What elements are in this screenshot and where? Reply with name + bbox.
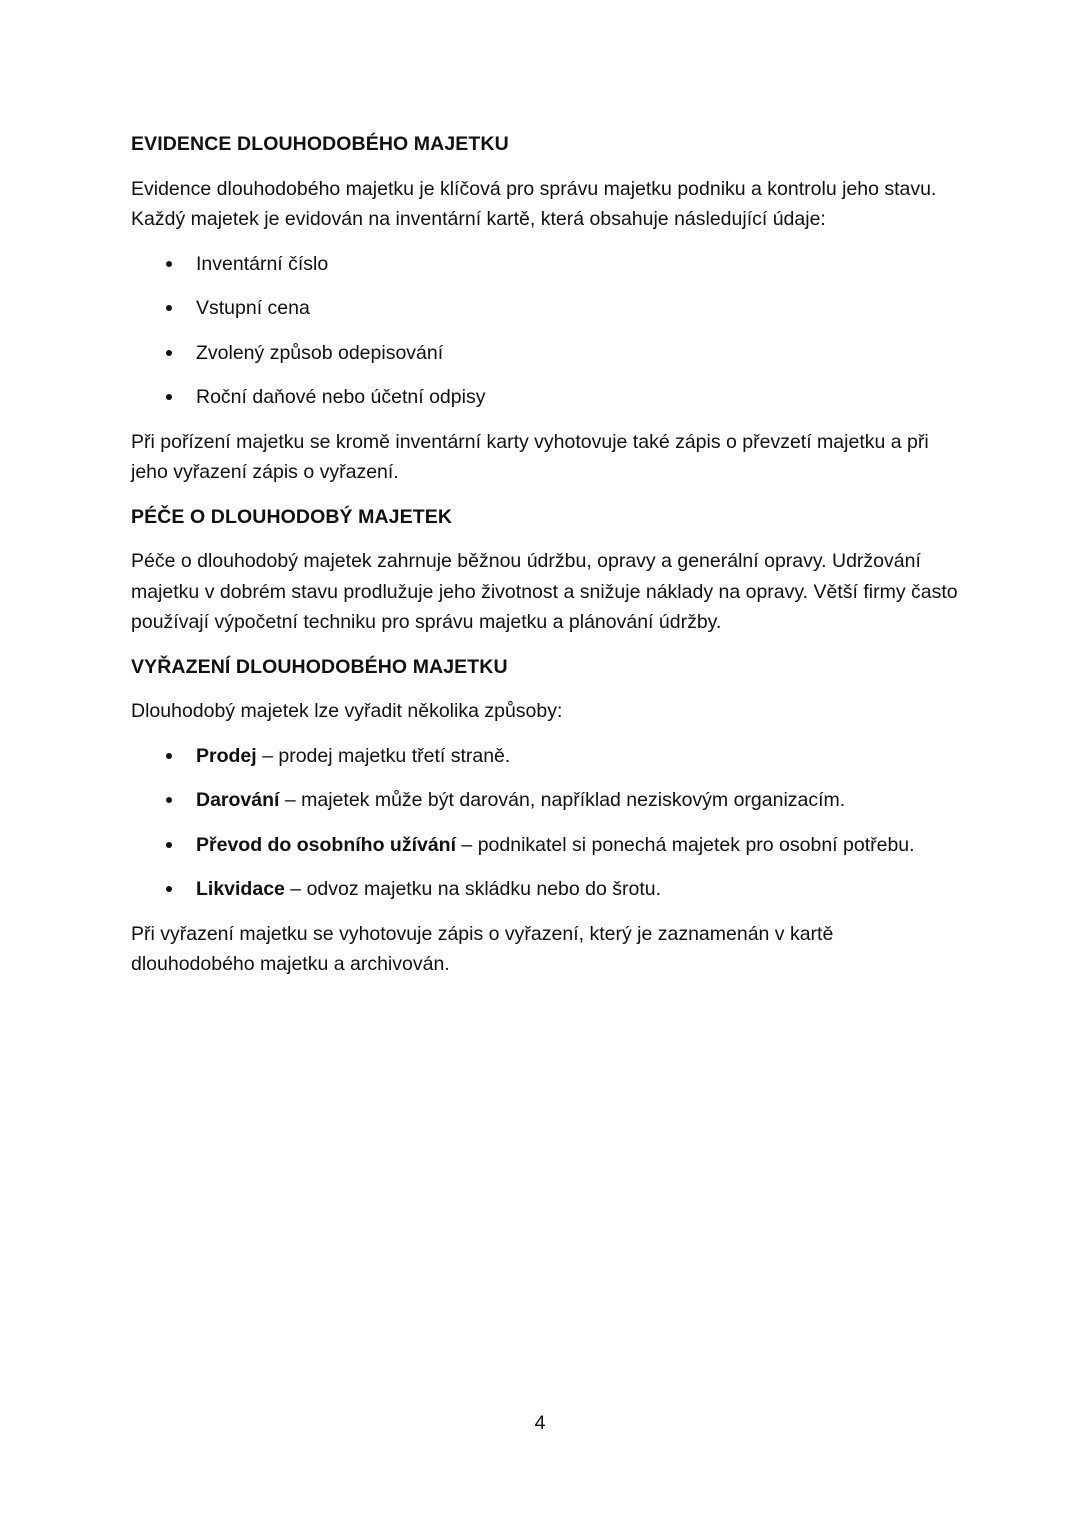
evidence-list — [131, 249, 961, 413]
list-item-text: Roční daňové nebo účetní odpisy — [196, 386, 486, 408]
list-item — [131, 249, 961, 280]
list-item-term: Darování — [196, 789, 280, 811]
document-page — [131, 129, 961, 994]
section-heading-pece: PÉČE O DLOUHODOBÝ MAJETEK — [131, 505, 453, 528]
list-item-desc: – prodej majetku třetí straně. — [256, 744, 511, 767]
vyrazeni-list — [131, 741, 961, 905]
section-heading-vyrazeni: VYŘAZENÍ DLOUHODOBÉHO MAJETKU — [131, 655, 508, 678]
section-vyrazeni-intro: Dlouhodobý majetek lze vyřadit několika způsoby: — [131, 700, 563, 722]
list-item — [131, 293, 961, 324]
section-evidence-intro: Evidence dlouhodobého majetku je klíčová pro správu majetku podniku a kontrolu jeho stavu. Každý majetek je evidován na inventární kartě, která obsahuje následující údaje: — [131, 177, 937, 230]
section-vyrazeni-outro: Při vyřazení majetku se vyhotovuje zápis o vyřazení, který je zaznamenán v kartě dlouhodobého majetku a archivován. — [131, 922, 834, 975]
list-item-text: Vstupní cena — [196, 297, 310, 319]
list-item-term: Likvidace — [196, 878, 285, 900]
list-item-text: Zvolený způsob odepisování — [196, 341, 444, 364]
bullet-icon — [166, 797, 172, 803]
bullet-icon — [166, 753, 172, 759]
bullet-icon — [166, 350, 172, 356]
section-pece-body: Péče o dlouhodobý majetek zahrnuje běžnou údržbu, opravy a generální opravy. Udržování majetku v dobrém stavu prodlužuje jeho životnost a snižuje náklady na opravy. Větší firmy často používají výpočetní techniku pro správu majetku a plánování údržby. — [131, 550, 958, 633]
list-item — [131, 741, 961, 772]
bullet-icon — [166, 886, 172, 892]
list-item — [131, 830, 961, 861]
list-item-desc: – podnikatel si ponechá majetek pro osobní potřebu. — [456, 833, 915, 856]
section-heading-evidence: EVIDENCE DLOUHODOBÉHO MAJETKU — [131, 133, 509, 155]
bullet-icon — [166, 305, 172, 311]
list-item — [131, 785, 961, 816]
bullet-icon — [166, 842, 172, 848]
list-item — [131, 874, 961, 905]
bullet-icon — [166, 394, 172, 400]
bullet-icon — [166, 261, 172, 267]
section-evidence-outro: Při pořízení majetku se kromě inventární karty vyhotovuje také zápis o převzetí majetku a při jeho vyřazení zápis o vyřazení. — [131, 430, 929, 483]
list-item-text: Inventární číslo — [196, 252, 329, 275]
list-item-desc: – majetek může být darován, například neziskovým organizacím. — [279, 789, 846, 811]
list-item-desc: – odvoz majetku na skládku nebo do šrotu. — [284, 878, 662, 900]
list-item — [131, 338, 961, 369]
list-item — [131, 382, 961, 413]
list-item-term: Prodej — [196, 744, 257, 767]
page-number: 4 — [534, 1412, 546, 1434]
list-item-term: Převod do osobního užívání — [196, 833, 457, 856]
